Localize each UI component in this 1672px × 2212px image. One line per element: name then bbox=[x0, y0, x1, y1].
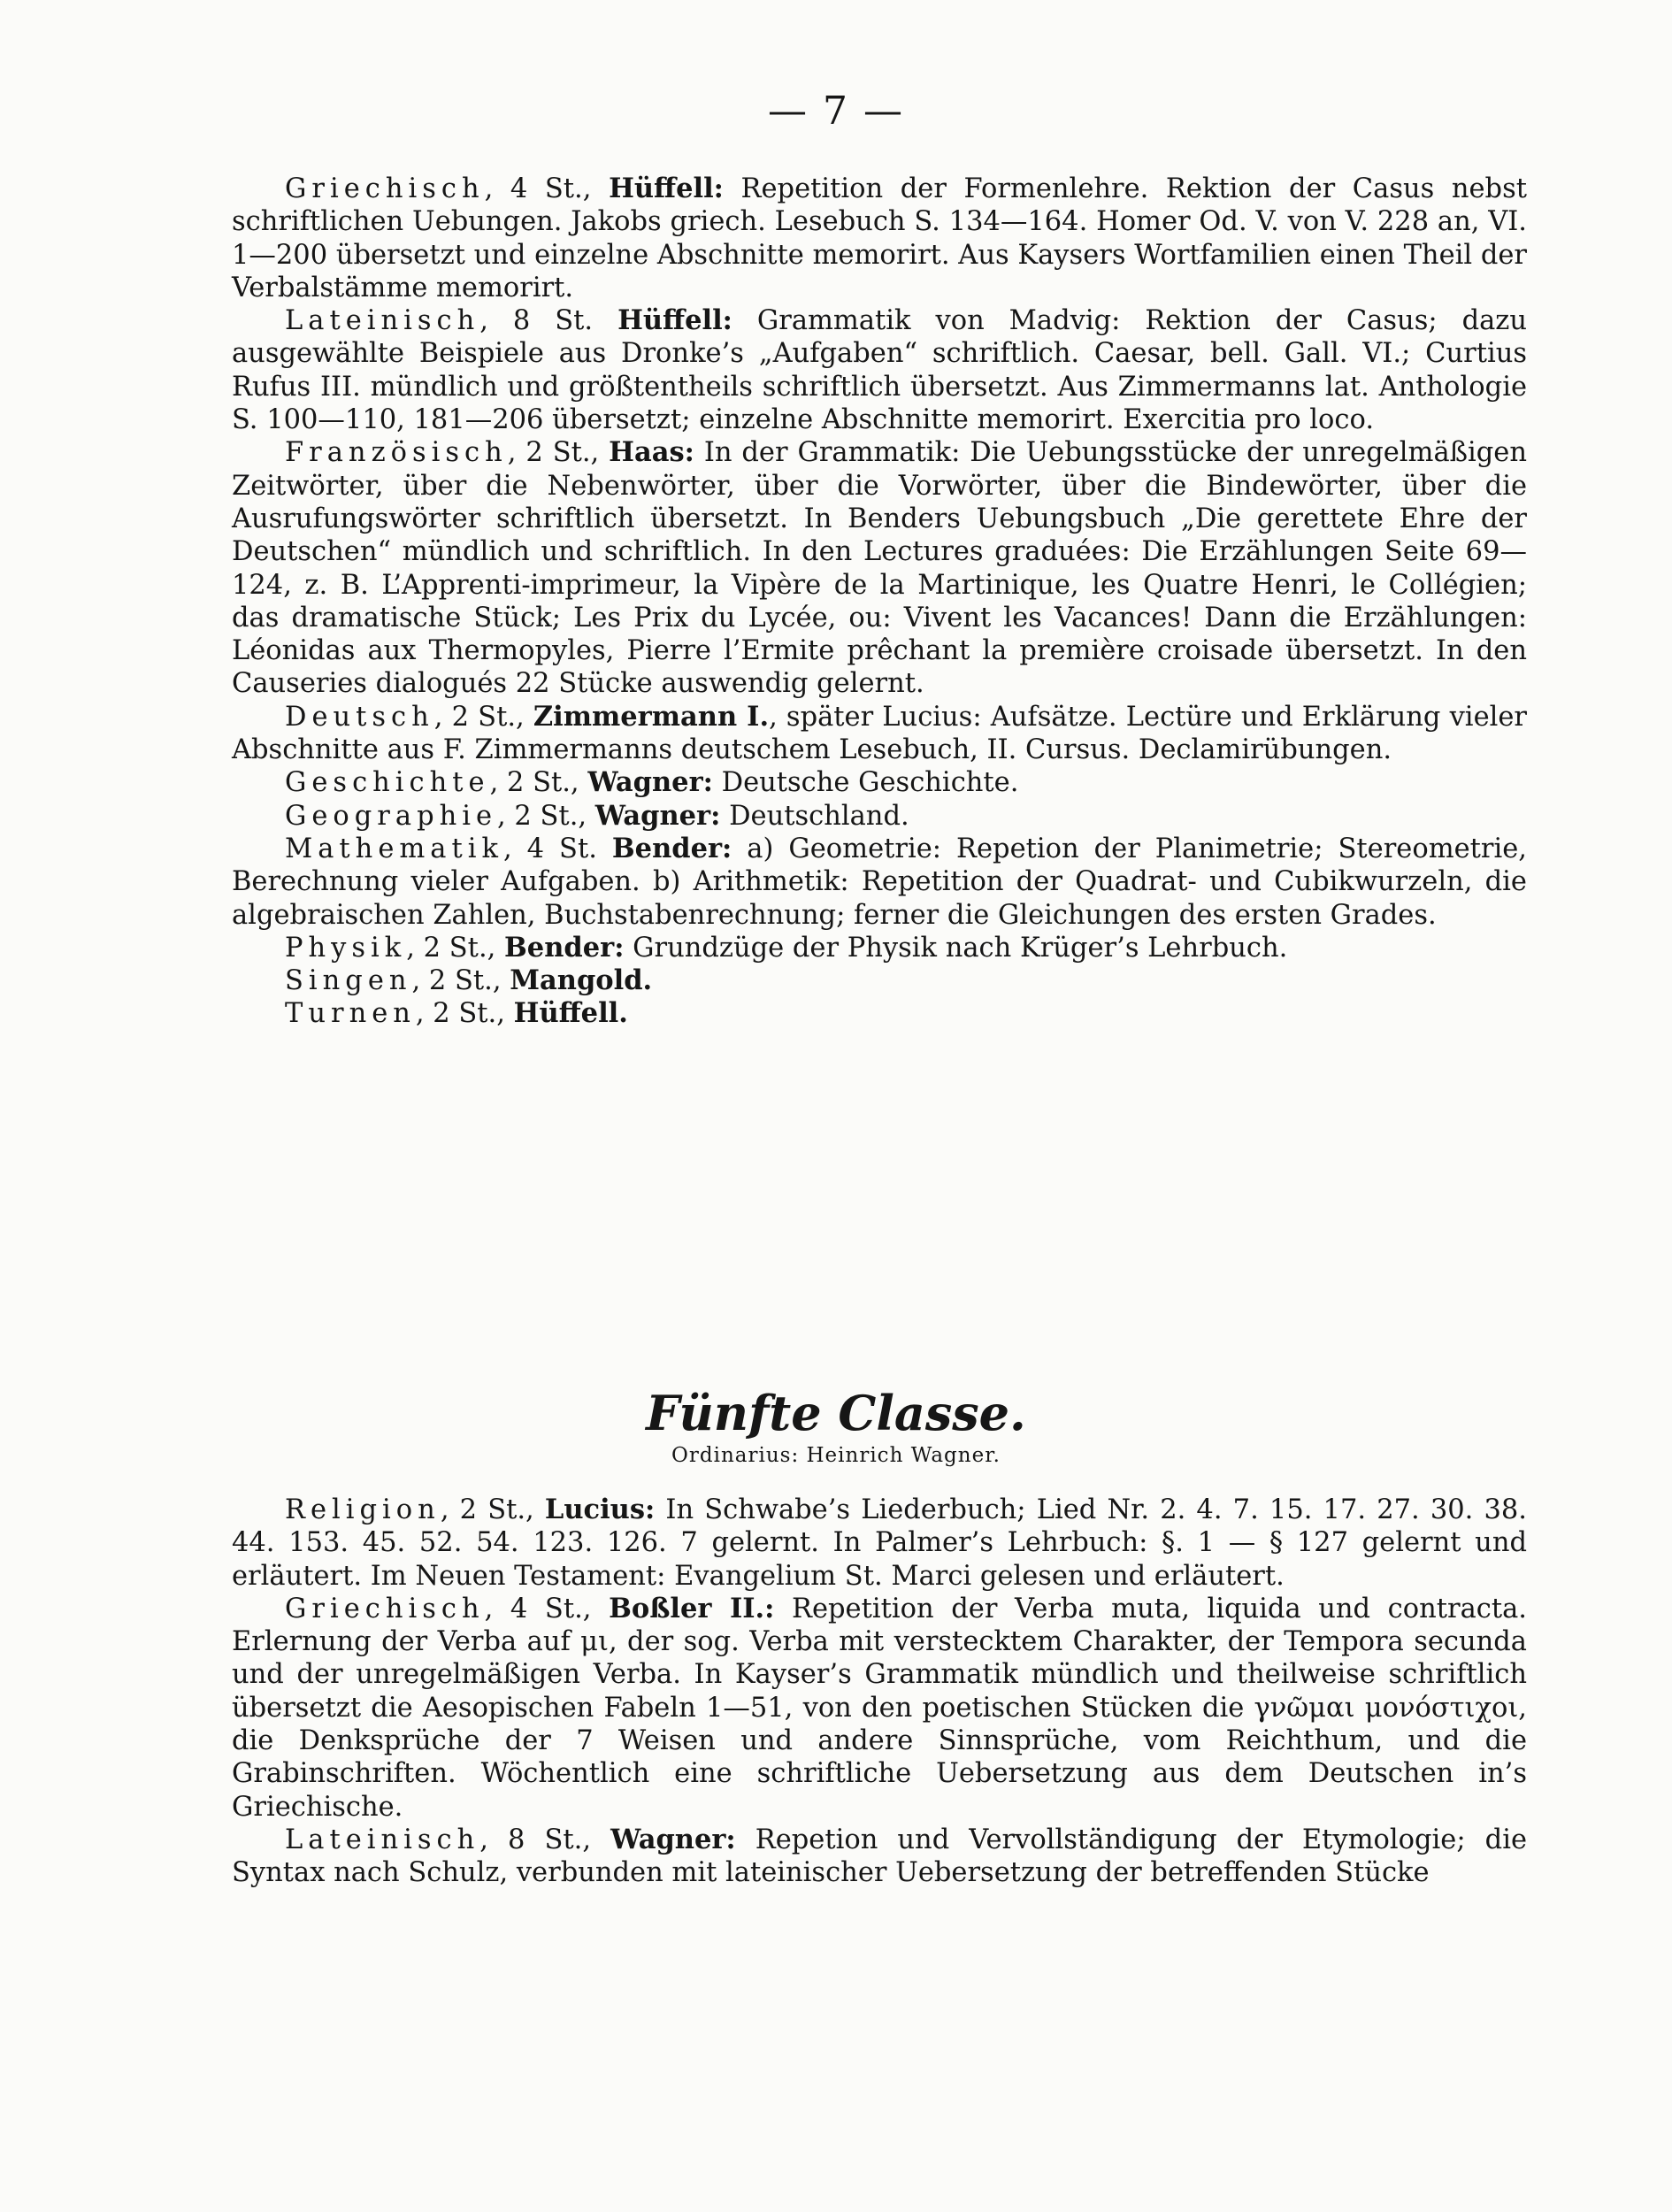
ordinarius-line: Ordinarius: Heinrich Wagner. bbox=[671, 1444, 1001, 1467]
subject-paragraph bbox=[232, 173, 1527, 304]
hours: , 4 St. bbox=[502, 833, 612, 864]
paragraph-text: In Schwabe’s Liederbuch; Lied Nr. 2. 4. 7. 15. 17. 27. 30. 38. 44. 153. 45. 52. 54. 123. 126. 7 gelernt. In Palmer’s Lehrbuch: §. 1 — § 127 gelernt und erläutert. Im Neuen Testament: Evangelium St. Marci gelesen und erläutert. bbox=[232, 1494, 1527, 1592]
subject-name: Geographie bbox=[285, 800, 498, 832]
subject-paragraph bbox=[232, 1593, 1527, 1824]
teacher-name: Hüffell: bbox=[617, 304, 732, 337]
page-number: — 7 — bbox=[768, 88, 904, 134]
hours: , 2 St., bbox=[489, 767, 588, 799]
hours: , 2 St., bbox=[406, 932, 505, 964]
hours: , 2 St., bbox=[507, 437, 610, 469]
teacher-name: Hüffell. bbox=[513, 997, 628, 1030]
hours: , 2 St., bbox=[440, 1494, 545, 1525]
section-upper bbox=[232, 173, 1527, 1031]
teacher-name: Wagner: bbox=[594, 799, 721, 832]
hours: , 2 St., bbox=[411, 965, 510, 997]
hours: , 8 St., bbox=[479, 1824, 611, 1855]
hours: , 4 St., bbox=[484, 173, 610, 204]
hours: , 2 St., bbox=[497, 800, 595, 832]
subject-paragraph bbox=[232, 436, 1527, 700]
subject-name: Geschichte bbox=[285, 767, 490, 799]
teacher-name: Boßler II.: bbox=[609, 1592, 775, 1624]
subject-paragraph bbox=[232, 932, 1527, 964]
section-title: Fünfte Classe. bbox=[646, 1385, 1026, 1441]
subject-paragraph bbox=[232, 304, 1527, 436]
subject-name: Lateinisch bbox=[285, 1824, 480, 1855]
paragraph-text: In der Grammatik: Die Uebungsstücke der unregelmäßigen Zeitwörter, über die Nebenwörter, über die Vorwörter, über die Bindewörter, über die Ausrufungswörter schriftlich übersetzt. In Benders Uebungsbuch „Die gerettete Ehre der Deutschen“ mündlich und schriftlich. In den Lectures graduées: Die Erzählungen Seite 69—124, z. B. L’Apprenti-imprimeur, la Vipère de la Martinique, les Quatre Henri, le Collégien; das dramatische Stück; Les Prix du Lycée, ou: Vivent les Vacances! Dann die Erzählungen: Léonidas aux Thermopyles, Pierre l’Ermite prêchant la première croisade übersetzt. In den Causeries dialogués 22 Stücke auswendig gelernt. bbox=[232, 437, 1527, 700]
subject-paragraph bbox=[232, 1494, 1527, 1593]
hours: , 2 St., bbox=[433, 701, 533, 733]
subject-paragraph bbox=[232, 1824, 1527, 1890]
paragraph-text: Grundzüge der Physik nach Krüger’s Lehrbuch. bbox=[624, 932, 1288, 964]
teacher-name: Haas: bbox=[609, 436, 694, 469]
paragraph-text: Deutschland. bbox=[720, 800, 909, 832]
hours: , 8 St. bbox=[479, 305, 618, 337]
subject-paragraph bbox=[232, 701, 1527, 767]
teacher-name: Mangold. bbox=[510, 964, 653, 997]
section-lower bbox=[232, 1494, 1527, 1890]
paragraph-text: Repetition der Formenlehre. Rektion der Casus nebst schriftlichen Uebungen. Jakobs griech. Lesebuch S. 134—164. Homer Od. V. von V. 228 an, VI. 1—200 übersetzt und einzelne Abschnitte memorirt. Aus Kaysers Wortfamilien einen Theil der Verbalstämme memorirt. bbox=[232, 173, 1527, 303]
subject-paragraph bbox=[232, 964, 1527, 997]
hours: , 4 St., bbox=[484, 1593, 610, 1624]
subject-paragraph bbox=[232, 766, 1527, 799]
paragraph-text: Repetition der Verba muta, liquida und contracta. Erlernung der Verba auf μι, der sog. Verba mit verstecktem Charakter, der Tempora secunda und der unregelmäßigen Verba. In Kayser’s Grammatik mündlich und theilweise schriftlich übersetzt die Aesopischen Fabeln 1—51, von den poetischen Stücken die γνῶμαι μονόστιχοι, die Denksprüche der 7 Weisen und andere Sinnsprüche, vom Reichthum, und die Grabinschriften. Wöchentlich eine schriftliche Uebersetzung aus dem Deutschen in’s Griechische. bbox=[232, 1593, 1527, 1823]
subject-name: Religion bbox=[285, 1494, 441, 1525]
subject-name: Griechisch bbox=[285, 1593, 485, 1624]
teacher-name: Lucius: bbox=[544, 1494, 656, 1525]
subject-paragraph bbox=[232, 833, 1527, 932]
subject-name: Turnen bbox=[285, 998, 416, 1030]
paragraph-text: Grammatik von Madvig: Rektion der Casus; dazu ausgewählte Beispiele aus Dronke’s „Aufgaben“ schriftlich. Caesar, bell. Gall. VI.; Curtius Rufus III. mündlich und größtentheils schriftlich übersetzt. Aus Zimmermanns lat. Anthologie S. 100—110, 181—206 übersetzt; einzelne Abschnitte memorirt. Exercitia pro loco. bbox=[232, 305, 1527, 436]
paragraph-text: a) Geometrie: Repetion der Planimetrie; Stereometrie, Berechnung vieler Aufgaben. b) Arithmetik: Repetition der Quadrat- und Cubikwurzeln, die algebraischen Zahlen, Buchstabenrechnung; ferner die Gleichungen des ersten Grades. bbox=[232, 833, 1527, 931]
paragraph-text: Repetion und Vervollständigung der Etymologie; die Syntax nach Schulz, verbunden mit lateinischer Uebersetzung der betreffenden Stücke bbox=[232, 1824, 1527, 1889]
teacher-name: Bender: bbox=[611, 832, 732, 864]
subject-name: Lateinisch bbox=[285, 305, 480, 337]
subject-paragraph bbox=[232, 997, 1527, 1030]
subject-name: Physik bbox=[285, 932, 407, 964]
paragraph-text: , später Lucius: Aufsätze. Lectüre und Erklärung vieler Abschnitte aus F. Zimmermanns deutschem Lesebuch, II. Cursus. Declamirübungen. bbox=[232, 701, 1527, 766]
subject-name: Mathematik bbox=[285, 833, 503, 864]
teacher-name: Wagner: bbox=[587, 766, 713, 799]
teacher-name: Zimmermann I. bbox=[533, 700, 770, 733]
subject-name: Singen bbox=[285, 965, 412, 997]
teacher-name: Hüffell: bbox=[609, 173, 724, 204]
teacher-name: Bender: bbox=[504, 931, 625, 964]
subject-name: Deutsch bbox=[285, 701, 434, 733]
teacher-name: Wagner: bbox=[610, 1823, 736, 1855]
subject-name: Griechisch bbox=[285, 173, 485, 204]
hours: , 2 St., bbox=[415, 998, 514, 1030]
subject-paragraph bbox=[232, 800, 1527, 833]
paragraph-text: Deutsche Geschichte. bbox=[712, 767, 1019, 799]
subject-name: Französisch bbox=[285, 437, 508, 469]
